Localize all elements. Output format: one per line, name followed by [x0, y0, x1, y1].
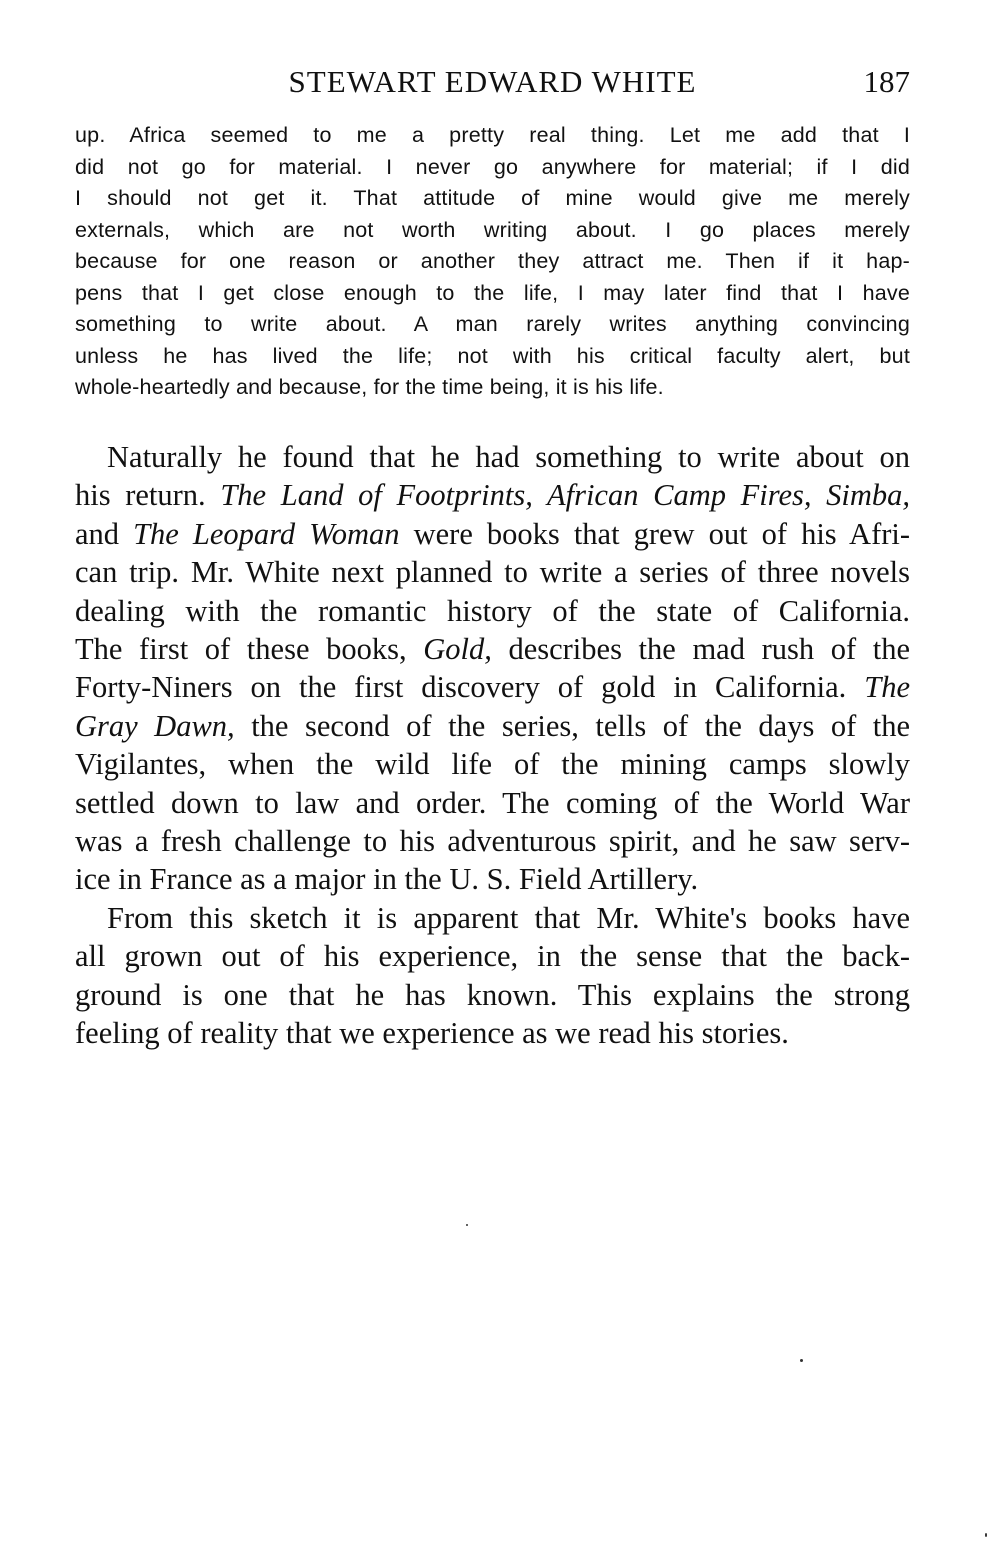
- body-line: [75, 515, 910, 553]
- body-line: Naturally he found that he had something to write about on: [107, 440, 910, 474]
- book-title-italic: The: [864, 670, 910, 705]
- body-line: From this sketch it is apparent that Mr. White's books have: [107, 900, 910, 935]
- book-title-italic: Gold,: [423, 632, 492, 667]
- body-line: [75, 630, 910, 668]
- text-run: The first of these books,: [75, 632, 424, 667]
- body-line: feeling of reality that we experience as we read his stories.: [75, 1016, 789, 1051]
- text-run: and: [75, 516, 134, 551]
- quote-line: externals, which are not worth writing about. I go places merely: [75, 217, 910, 242]
- quote-line: pens that I get close enough to the life, I may later find that I have: [75, 280, 910, 305]
- paragraph-2: [75, 899, 910, 1053]
- book-title-italic: Gray Dawn,: [75, 708, 235, 743]
- text-run: describes the mad rush of the: [491, 632, 910, 667]
- quote-line: up. Africa seemed to me a pretty real thing. Let me add that I: [75, 123, 910, 147]
- body-line: settled down to law and order. The coming of the World War: [75, 785, 910, 820]
- body-line: ice in France as a major in the U. S. Field Artillery.: [75, 862, 699, 897]
- body-line: Vigilantes, when the wild life of the mining camps slowly: [75, 747, 910, 782]
- body-line: all grown out of his experience, in the sense that the back-: [75, 939, 910, 974]
- quote-line: I should not get it. That attitude of mine would give me merely: [75, 186, 910, 210]
- running-title: STEWART EDWARD WHITE: [288, 64, 697, 99]
- quote-line: did not go for material. I never go anywhere for material; if I did: [75, 154, 910, 179]
- body-line: [75, 476, 910, 514]
- quoted-passage: [75, 120, 910, 404]
- body-line: can trip. Mr. White next planned to write a series of three novels: [75, 555, 910, 590]
- page-number: 187: [863, 64, 910, 99]
- body-line: [75, 707, 910, 745]
- text-run: were books that grew out of his Afri-: [399, 516, 911, 551]
- quote-line: whole-heartedly and because, for the time being, it is his life.: [75, 375, 664, 399]
- print-speck: [466, 1224, 468, 1226]
- quote-line: because for one reason or another they attract me. Then if it hap-: [75, 249, 910, 273]
- text-run: Forty-Niners on the first discovery of gold in California.: [75, 670, 865, 705]
- print-speck: [985, 1533, 987, 1537]
- text-run: his return.: [75, 478, 221, 513]
- quote-line: something to write about. A man rarely writes anything convincing: [75, 312, 910, 336]
- running-head: [75, 60, 910, 104]
- quote-line: unless he has lived the life; not with his critical faculty alert, but: [75, 343, 910, 368]
- print-speck: [800, 1359, 803, 1362]
- body-text: [75, 438, 910, 1053]
- body-line: [75, 668, 910, 706]
- book-title-italic: The Land of Footprints, African Camp Fires, Simba,: [220, 478, 911, 513]
- body-line: was a fresh challenge to his adventurous spirit, and he saw serv-: [75, 824, 910, 859]
- text-run: the second of the series, tells of the days of the: [234, 708, 910, 743]
- body-line: dealing with the romantic history of the state of California.: [75, 593, 910, 628]
- body-line: ground is one that he has known. This explains the strong: [75, 977, 910, 1012]
- book-title-italic: The Leopard Woman: [133, 516, 400, 551]
- paragraph-1: [75, 438, 910, 899]
